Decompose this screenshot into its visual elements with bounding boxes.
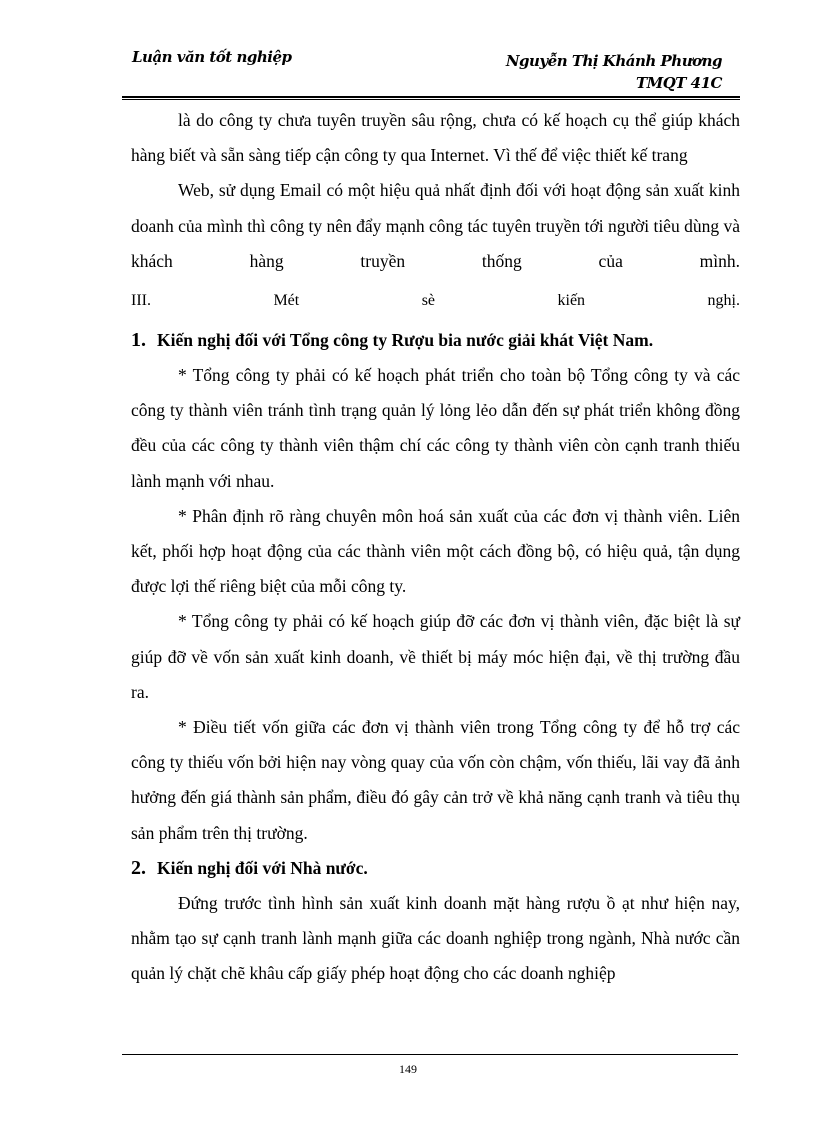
paragraph: Web, sử dụng Email có một hiệu quả nhất định đối với hoạt động sản xuất kinh doanh của mình thì công ty nên đẩy mạnh công tác tuyên truyền tới người tiêu dùng và khách hàng truyền thống của mình.	[131, 180, 740, 271]
paragraph: * Điều tiết vốn giữa các đơn vị thành viên trong Tổng công ty để hỗ trợ các công ty thiếu vốn bởi hiện nay vòng quay của vốn còn chậm, vốn thiếu, lãi vay đã ảnh hưởng đến giá thành sản phẩm, điều đó gây cản trở về khả năng cạnh tranh và tiêu thụ sản phẩm trên thị trường.	[131, 717, 740, 843]
heading-text: Kiến nghị đối với Tổng công ty Rượu bia nước giải khát Việt Nam.	[157, 330, 654, 351]
paragraph: * Tổng công ty phải có kế hoạch phát triển cho toàn bộ Tổng công ty và các công ty thành viên tránh tình trạng quản lý lỏng lẻo dẫn đến sự phát triển không đồng đều của các công ty thành viên thậm chí các công ty thành viên còn cạnh tranh thiếu lành mạnh với nhau.	[131, 365, 740, 491]
heading-2	[131, 851, 740, 886]
header-author-class: TMQT 41C	[635, 74, 722, 92]
section-word: nghị.	[707, 292, 740, 310]
header-author	[506, 50, 722, 94]
heading-number: 1.	[131, 329, 146, 352]
paragraph: là do công ty chưa tuyên truyền sâu rộng, chưa có kế hoạch cụ thể giúp khách hàng biết và sẵn sàng tiếp cận công ty qua Internet. Vì thế để việc thiết kế trang	[131, 110, 740, 166]
heading-text: Kiến nghị đối với Nhà nước.	[157, 857, 368, 878]
header-rule-bottom	[122, 99, 740, 100]
heading-number: 2.	[131, 856, 146, 879]
paragraph: Đứng trước tình hình sản xuất kinh doanh mặt hàng rượu ồ ạt như hiện nay, nhằm tạo sự cạnh tranh lành mạnh giữa các doanh nghiệp trong ngành, Nhà nước cần quản lý chặt chẽ khâu cấp giấy phép hoạt động cho các doanh nghiệp	[131, 892, 740, 984]
page-body	[131, 103, 740, 991]
paragraph: * Phân định rõ ràng chuyên môn hoá sản xuất của các đơn vị thành viên. Liên kết, phối hợp hoạt động của các thành viên một cách đồng bộ, có hiệu quả, tận dụng được lợi thế riêng biệt của mỗi công ty.	[131, 505, 740, 597]
section-word: sè	[421, 292, 436, 310]
header-author-name: Nguyễn Thị Khánh Phương	[505, 52, 722, 70]
section-word: Mét	[273, 292, 300, 310]
heading-1	[131, 323, 740, 358]
header-left-title: Luận văn tốt nghiệp	[132, 48, 292, 66]
page-number: 149	[399, 1062, 417, 1076]
paragraph: * Tổng công ty phải có kế hoạch giúp đỡ các đơn vị thành viên, đặc biệt là sự giúp đỡ về vốn sản xuất kinh doanh, về thiết bị máy móc hiện đại, về thị trường đầu ra.	[131, 611, 740, 702]
section-heading-iii	[131, 279, 740, 323]
section-number: III.	[131, 292, 151, 310]
header-rule-top	[122, 96, 740, 98]
footer-rule	[122, 1054, 738, 1055]
section-word: kiến	[557, 292, 586, 310]
